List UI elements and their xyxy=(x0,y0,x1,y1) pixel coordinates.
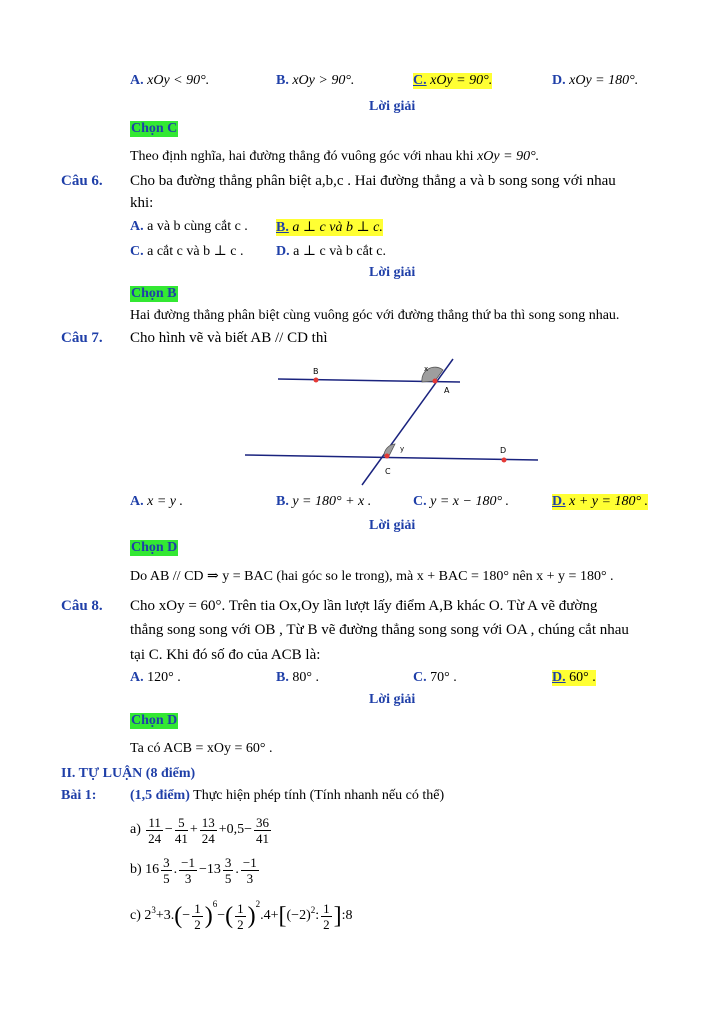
bai1-instruction: (1,5 điểm) Thực hiện phép tính (Tính nhanh nếu có thể) xyxy=(130,788,445,803)
q5-option-b: B. xOy > 90°. xyxy=(276,73,355,88)
q8-explanation: Ta có ACB = xOy = 60° . xyxy=(130,741,273,756)
q7-text: Cho hình vẽ và biết AB // CD thì xyxy=(130,330,328,346)
bai1-title: Bài 1: xyxy=(61,788,97,803)
q8-line-1: Cho xOy = 60°. Trên tia Ox,Oy lần lượt lấy điểm A,B khác O. Từ A vẽ đường xyxy=(130,598,598,614)
line-cd xyxy=(245,455,538,460)
point-a xyxy=(433,379,438,384)
q7-option-b: B. y = 180° + x . xyxy=(276,494,372,509)
q6-option-c: C. a cắt c và b ⊥ c . xyxy=(130,244,244,259)
q8-option-a: A. 120° . xyxy=(130,670,181,685)
point-c xyxy=(385,454,390,459)
point-d xyxy=(502,458,507,463)
q6-answer-badge: Chọn B xyxy=(131,286,177,301)
q8-option-d: D. 60° . xyxy=(552,670,596,685)
label-b: B xyxy=(313,367,319,376)
q6-text: Cho ba đường thẳng phân biệt a,b,c . Hai đường thẳng a và b song song với nhau xyxy=(130,173,616,189)
label-y: y xyxy=(400,445,405,453)
q6-text-2: khi: xyxy=(130,195,154,211)
label-d: D xyxy=(500,446,507,455)
q5-explanation: Theo định nghĩa, hai đường thẳng đó vuông góc với nhau khi xOy = 90°. xyxy=(130,149,540,164)
q8-option-b: B. 80° . xyxy=(276,670,319,685)
q6-option-b: B. a ⊥ c và b ⊥ c. xyxy=(276,220,383,235)
parallel-lines-figure xyxy=(240,352,545,487)
q6-solution-heading: Lời giải xyxy=(369,265,416,280)
q5-option-c: C. xOy = 90°. xyxy=(413,73,493,88)
label-x: x xyxy=(424,365,429,373)
point-b xyxy=(314,378,319,383)
bai1-expression-c: c) 2 $^3$ +3. ( − $\frac{1}{2}$ ) $^6$ − ( $\frac{1}{2}$ ) $^2$ .4+ [ (−2) $^2$ : $\frac{1}{2}$ ] :8 xyxy=(130,899,353,932)
q5-answer-badge: Chọn C xyxy=(131,121,178,136)
q7-answer-badge: Chọn D xyxy=(131,540,178,555)
transversal-line xyxy=(362,359,453,485)
q8-option-c: C. 70° . xyxy=(413,670,457,685)
part2-title: II. TỰ LUẬN (8 điểm) xyxy=(61,766,196,781)
q7-explanation: Do AB // CD ⇒ y = BAC (hai góc so le trong), mà x + BAC = 180° nên x + y = 180° . xyxy=(130,569,614,584)
q8-line-3: tại C. Khi đó số đo của ACB là: xyxy=(130,647,321,663)
q5-option-a: A. xOy < 90°. xyxy=(130,73,210,88)
q5-option-d: D. xOy = 180°. xyxy=(552,73,639,88)
q8-line-2: thẳng song song với OB , Từ B vẽ đường thẳng song song với OA , chúng cắt nhau xyxy=(130,622,629,638)
q7-option-c: C. y = x − 180° . xyxy=(413,494,510,509)
bai1-expression-b: b) 16 $\frac{3}{5}$ . $\frac{-1}{3}$ −13 $\frac{3}{5}$ . $\frac{-1}{3}$ xyxy=(130,854,257,886)
q7-solution-heading: Lời giải xyxy=(369,518,416,533)
q7-option-d: D. x + y = 180° . xyxy=(552,494,649,509)
q8-title: Câu 8. xyxy=(61,598,103,614)
q8-answer-badge: Chọn D xyxy=(131,713,178,728)
q8-solution-heading: Lời giải xyxy=(369,692,416,707)
q6-option-d: D. a ⊥ c và b cắt c. xyxy=(276,244,386,259)
label-c: C xyxy=(385,467,391,476)
q7-option-a: A. x = y . xyxy=(130,494,183,509)
label-a: A xyxy=(444,386,450,395)
q6-option-a: A. a và b cùng cắt c . xyxy=(130,219,248,234)
q7-title: Câu 7. xyxy=(61,330,103,346)
q6-explanation: Hai đường thẳng phân biệt cùng vuông góc với đường thẳng thứ ba thì song song nhau. xyxy=(130,308,620,323)
bai1-expression-a: a) $\frac{11}{24}$ − $\frac{5}{41}$ + $\frac{13}{24}$ +0,5− $\frac{36}{41}$ xyxy=(130,814,270,846)
q6-title: Câu 6. xyxy=(61,173,103,189)
q5-solution-heading: Lời giải xyxy=(369,99,416,114)
